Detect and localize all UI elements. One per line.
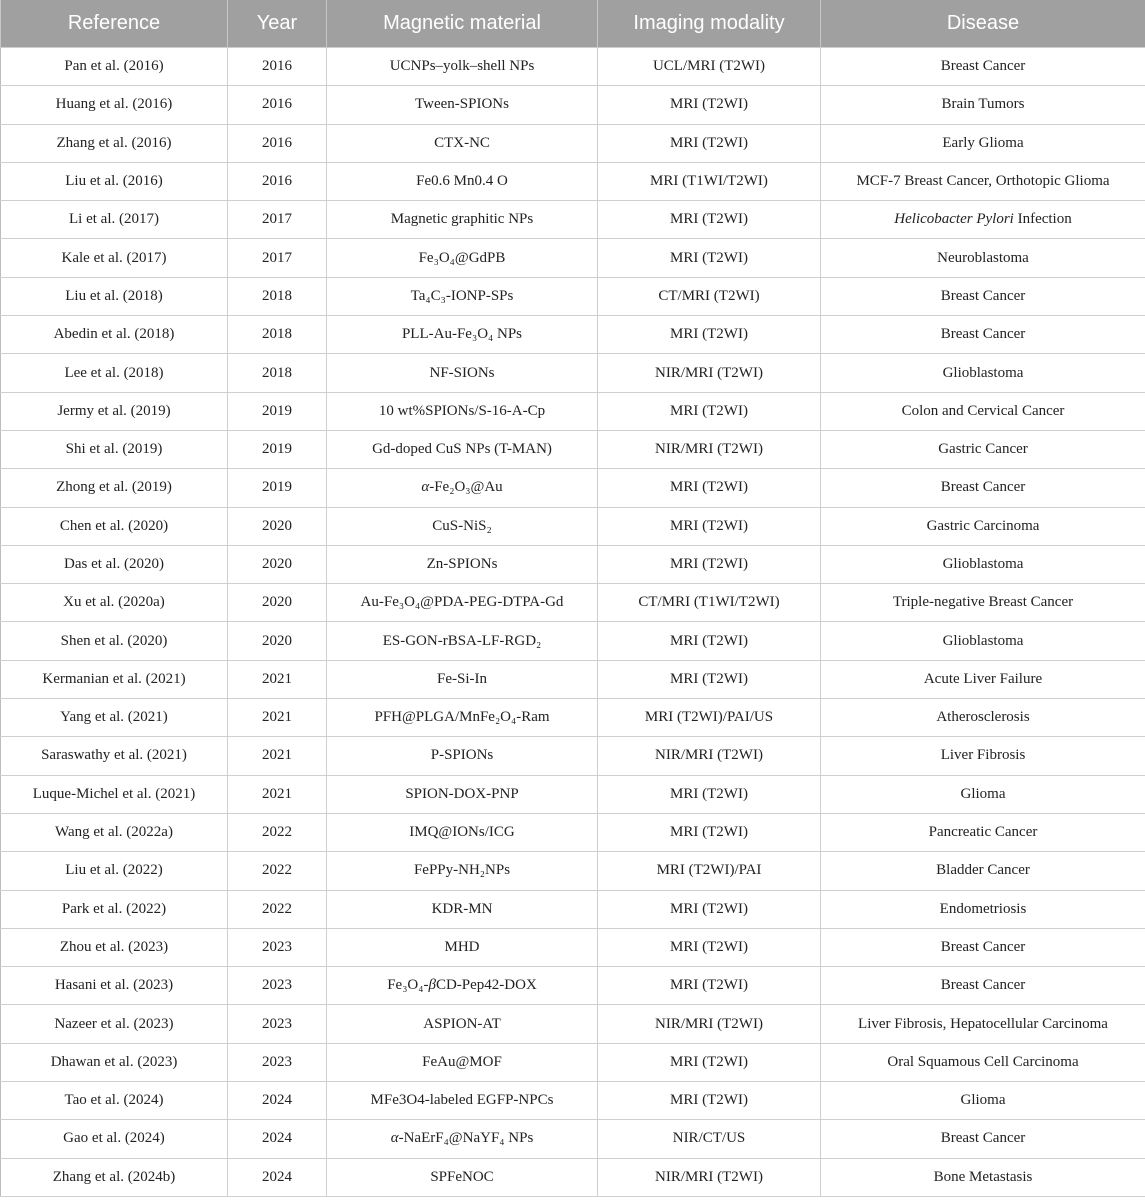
table-row <box>1 890 1145 928</box>
cell-magnetic-material: Tween-SPIONs <box>327 86 598 124</box>
cell-disease: Breast Cancer <box>821 928 1145 966</box>
cell-imaging-modality: MRI (T2WI) <box>598 507 821 545</box>
cell-year: 2019 <box>228 469 327 507</box>
cell-reference: Abedin et al. (2018) <box>1 316 228 354</box>
cell-imaging-modality: MRI (T2WI) <box>598 86 821 124</box>
cell-magnetic-material: Au-Fe₃O₄@PDA-PEG-DTPA-Gd <box>327 584 598 622</box>
cell-disease: Breast Cancer <box>821 469 1145 507</box>
cell-imaging-modality: MRI (T2WI) <box>598 316 821 354</box>
cell-reference: Hasani et al. (2023) <box>1 967 228 1005</box>
cell-imaging-modality: MRI (T2WI) <box>598 775 821 813</box>
cell-reference: Shen et al. (2020) <box>1 622 228 660</box>
table-row <box>1 507 1145 545</box>
cell-imaging-modality: NIR/MRI (T2WI) <box>598 1005 821 1043</box>
italic-text: α <box>421 479 430 496</box>
cell-imaging-modality: MRI (T2WI) <box>598 928 821 966</box>
cell-reference: Saraswathy et al. (2021) <box>1 737 228 775</box>
cell-year: 2016 <box>228 124 327 162</box>
cell-disease <box>821 201 1145 239</box>
cell-reference: Zhang et al. (2016) <box>1 124 228 162</box>
cell-reference: Liu et al. (2018) <box>1 277 228 315</box>
table-row <box>1 1005 1145 1043</box>
cell-reference: Zhang et al. (2024b) <box>1 1158 228 1196</box>
cell-magnetic-material: 10 wt%SPIONs/S-16-A-Cp <box>327 392 598 430</box>
cell-magnetic-material: MFe3O4-labeled EGFP-NPCs <box>327 1082 598 1120</box>
cell-reference: Huang et al. (2016) <box>1 86 228 124</box>
cell-reference: Liu et al. (2016) <box>1 162 228 200</box>
cell-year: 2024 <box>228 1120 327 1158</box>
cell-disease: Bladder Cancer <box>821 852 1145 890</box>
cell-imaging-modality: MRI (T2WI) <box>598 890 821 928</box>
text-segment: Fe₃O₄- <box>387 977 429 994</box>
cell-reference: Kale et al. (2017) <box>1 239 228 277</box>
cell-disease: Atherosclerosis <box>821 699 1145 737</box>
cell-year: 2024 <box>228 1158 327 1196</box>
table-row <box>1 660 1145 698</box>
cell-reference: Tao et al. (2024) <box>1 1082 228 1120</box>
cell-reference: Luque-Michel et al. (2021) <box>1 775 228 813</box>
table-row <box>1 430 1145 468</box>
cell-imaging-modality: MRI (T2WI)/PAI/US <box>598 699 821 737</box>
cell-reference: Liu et al. (2022) <box>1 852 228 890</box>
cell-magnetic-material: Fe₃O₄@GdPB <box>327 239 598 277</box>
header-row <box>1 0 1145 48</box>
cell-magnetic-material: KDR-MN <box>327 890 598 928</box>
cell-reference: Yang et al. (2021) <box>1 699 228 737</box>
cell-reference: Kermanian et al. (2021) <box>1 660 228 698</box>
cell-imaging-modality: UCL/MRI (T2WI) <box>598 48 821 86</box>
table-row <box>1 852 1145 890</box>
cell-year: 2022 <box>228 890 327 928</box>
cell-reference: Li et al. (2017) <box>1 201 228 239</box>
table-row <box>1 775 1145 813</box>
cell-disease: Breast Cancer <box>821 277 1145 315</box>
cell-year: 2022 <box>228 852 327 890</box>
cell-year: 2017 <box>228 201 327 239</box>
cell-year: 2021 <box>228 660 327 698</box>
cell-magnetic-material: CuS-NiS₂ <box>327 507 598 545</box>
table-row <box>1 124 1145 162</box>
cell-magnetic-material: FeAu@MOF <box>327 1043 598 1081</box>
cell-disease: Colon and Cervical Cancer <box>821 392 1145 430</box>
cell-reference: Wang et al. (2022a) <box>1 813 228 851</box>
table-row <box>1 1158 1145 1196</box>
cell-year: 2016 <box>228 86 327 124</box>
cell-disease: Glioma <box>821 775 1145 813</box>
cell-magnetic-material: IMQ@IONs/ICG <box>327 813 598 851</box>
cell-imaging-modality: MRI (T2WI) <box>598 622 821 660</box>
cell-disease: Breast Cancer <box>821 316 1145 354</box>
table-row <box>1 239 1145 277</box>
cell-year: 2021 <box>228 737 327 775</box>
cell-disease: Breast Cancer <box>821 967 1145 1005</box>
cell-disease: Early Glioma <box>821 124 1145 162</box>
cell-disease: Breast Cancer <box>821 48 1145 86</box>
cell-reference: Chen et al. (2020) <box>1 507 228 545</box>
cell-reference: Dhawan et al. (2023) <box>1 1043 228 1081</box>
cell-reference: Nazeer et al. (2023) <box>1 1005 228 1043</box>
cell-imaging-modality: MRI (T2WI) <box>598 392 821 430</box>
cell-imaging-modality: MRI (T2WI) <box>598 201 821 239</box>
cell-magnetic-material: Fe0.6 Mn0.4 O <box>327 162 598 200</box>
cell-year: 2023 <box>228 1043 327 1081</box>
cell-imaging-modality: CT/MRI (T2WI) <box>598 277 821 315</box>
cell-year: 2019 <box>228 430 327 468</box>
cell-disease: Neuroblastoma <box>821 239 1145 277</box>
cell-year: 2023 <box>228 967 327 1005</box>
table-row <box>1 545 1145 583</box>
cell-disease: Triple-negative Breast Cancer <box>821 584 1145 622</box>
cell-disease: Liver Fibrosis <box>821 737 1145 775</box>
header-magnetic-material: Magnetic material <box>327 0 598 48</box>
cell-reference: Gao et al. (2024) <box>1 1120 228 1158</box>
table-row <box>1 928 1145 966</box>
cell-disease: Gastric Cancer <box>821 430 1145 468</box>
cell-year: 2018 <box>228 277 327 315</box>
table-row <box>1 584 1145 622</box>
table-row <box>1 277 1145 315</box>
cell-imaging-modality: MRI (T2WI)/PAI <box>598 852 821 890</box>
cell-disease: Acute Liver Failure <box>821 660 1145 698</box>
cell-year: 2018 <box>228 354 327 392</box>
cell-year: 2023 <box>228 1005 327 1043</box>
cell-magnetic-material: ES-GON-rBSA-LF-RGD₂ <box>327 622 598 660</box>
table-row <box>1 622 1145 660</box>
cell-year: 2020 <box>228 507 327 545</box>
cell-magnetic-material: Gd-doped CuS NPs (T-MAN) <box>327 430 598 468</box>
cell-reference: Zhou et al. (2023) <box>1 928 228 966</box>
table-row <box>1 316 1145 354</box>
cell-imaging-modality: MRI (T2WI) <box>598 1043 821 1081</box>
cell-magnetic-material <box>327 967 598 1005</box>
cell-disease: Breast Cancer <box>821 1120 1145 1158</box>
cell-year: 2021 <box>228 699 327 737</box>
cell-magnetic-material: MHD <box>327 928 598 966</box>
cell-imaging-modality: NIR/CT/US <box>598 1120 821 1158</box>
cell-imaging-modality: MRI (T2WI) <box>598 545 821 583</box>
cell-reference: Pan et al. (2016) <box>1 48 228 86</box>
header-reference: Reference <box>1 0 228 48</box>
cell-imaging-modality: CT/MRI (T1WI/T2WI) <box>598 584 821 622</box>
cell-year: 2023 <box>228 928 327 966</box>
table-row <box>1 86 1145 124</box>
cell-disease: Glioblastoma <box>821 622 1145 660</box>
cell-imaging-modality: MRI (T2WI) <box>598 660 821 698</box>
cell-magnetic-material: FePPy-NH₂NPs <box>327 852 598 890</box>
header-disease: Disease <box>821 0 1145 48</box>
cell-year: 2016 <box>228 48 327 86</box>
cell-disease: Endometriosis <box>821 890 1145 928</box>
cell-disease: Glioblastoma <box>821 354 1145 392</box>
table-row <box>1 469 1145 507</box>
cell-disease: Pancreatic Cancer <box>821 813 1145 851</box>
cell-year: 2024 <box>228 1082 327 1120</box>
cell-magnetic-material: SPFeNOC <box>327 1158 598 1196</box>
table-row <box>1 813 1145 851</box>
cell-imaging-modality: MRI (T2WI) <box>598 239 821 277</box>
cell-imaging-modality: MRI (T1WI/T2WI) <box>598 162 821 200</box>
text-segment: CD-Pep42-DOX <box>435 977 537 994</box>
cell-disease: Liver Fibrosis, Hepatocellular Carcinoma <box>821 1005 1145 1043</box>
table-row <box>1 201 1145 239</box>
cell-disease: Glioblastoma <box>821 545 1145 583</box>
cell-reference: Shi et al. (2019) <box>1 430 228 468</box>
cell-year: 2020 <box>228 545 327 583</box>
cell-imaging-modality: MRI (T2WI) <box>598 469 821 507</box>
cell-magnetic-material: CTX-NC <box>327 124 598 162</box>
cell-reference: Park et al. (2022) <box>1 890 228 928</box>
table-row <box>1 737 1145 775</box>
cell-imaging-modality: MRI (T2WI) <box>598 813 821 851</box>
table-row <box>1 1120 1145 1158</box>
cell-reference: Jermy et al. (2019) <box>1 392 228 430</box>
text-segment: Infection <box>1013 211 1072 228</box>
text-segment: -NaErF₄@NaYF₄ NPs <box>398 1130 534 1147</box>
cell-imaging-modality: MRI (T2WI) <box>598 967 821 1005</box>
cell-year: 2020 <box>228 584 327 622</box>
header-year: Year <box>228 0 327 48</box>
cell-reference: Lee et al. (2018) <box>1 354 228 392</box>
table-row <box>1 699 1145 737</box>
table-row <box>1 392 1145 430</box>
cell-magnetic-material: SPION-DOX-PNP <box>327 775 598 813</box>
cell-reference: Xu et al. (2020a) <box>1 584 228 622</box>
cell-disease: Bone Metastasis <box>821 1158 1145 1196</box>
cell-magnetic-material: P-SPIONs <box>327 737 598 775</box>
cell-magnetic-material: UCNPs–yolk–shell NPs <box>327 48 598 86</box>
cell-imaging-modality: NIR/MRI (T2WI) <box>598 354 821 392</box>
cell-year: 2016 <box>228 162 327 200</box>
cell-magnetic-material: Fe-Si-In <box>327 660 598 698</box>
cell-year: 2020 <box>228 622 327 660</box>
cell-imaging-modality: NIR/MRI (T2WI) <box>598 430 821 468</box>
cell-magnetic-material: PFH@PLGA/MnFe₂O₄-Ram <box>327 699 598 737</box>
header-imaging-modality: Imaging modality <box>598 0 821 48</box>
text-segment: -Fe₂O₃@Au <box>429 479 503 496</box>
table-body <box>1 48 1145 1197</box>
cell-magnetic-material <box>327 1120 598 1158</box>
cell-magnetic-material: Zn-SPIONs <box>327 545 598 583</box>
table-row <box>1 48 1145 86</box>
cell-reference: Das et al. (2020) <box>1 545 228 583</box>
cell-disease: MCF-7 Breast Cancer, Orthotopic Glioma <box>821 162 1145 200</box>
cell-year: 2017 <box>228 239 327 277</box>
cell-imaging-modality: NIR/MRI (T2WI) <box>598 1158 821 1196</box>
italic-text: α <box>390 1130 399 1147</box>
table-row <box>1 162 1145 200</box>
cell-imaging-modality: MRI (T2WI) <box>598 1082 821 1120</box>
cell-magnetic-material: PLL-Au-Fe₃O₄ NPs <box>327 316 598 354</box>
cell-year: 2021 <box>228 775 327 813</box>
table-row <box>1 1043 1145 1081</box>
cell-year: 2019 <box>228 392 327 430</box>
cell-disease: Gastric Carcinoma <box>821 507 1145 545</box>
cell-magnetic-material: Magnetic graphitic NPs <box>327 201 598 239</box>
cell-year: 2018 <box>228 316 327 354</box>
cell-disease: Brain Tumors <box>821 86 1145 124</box>
cell-magnetic-material: ASPION-AT <box>327 1005 598 1043</box>
table-row <box>1 1082 1145 1120</box>
cell-disease: Glioma <box>821 1082 1145 1120</box>
table-row <box>1 354 1145 392</box>
cell-disease: Oral Squamous Cell Carcinoma <box>821 1043 1145 1081</box>
table-row <box>1 967 1145 1005</box>
italic-text: β <box>428 977 436 994</box>
italic-text: Helicobacter Pylori <box>894 211 1014 228</box>
cell-magnetic-material <box>327 469 598 507</box>
cell-imaging-modality: MRI (T2WI) <box>598 124 821 162</box>
cell-reference: Zhong et al. (2019) <box>1 469 228 507</box>
cell-year: 2022 <box>228 813 327 851</box>
cell-magnetic-material: Ta₄C₃-IONP-SPs <box>327 277 598 315</box>
cell-imaging-modality: NIR/MRI (T2WI) <box>598 737 821 775</box>
cell-magnetic-material: NF-SIONs <box>327 354 598 392</box>
